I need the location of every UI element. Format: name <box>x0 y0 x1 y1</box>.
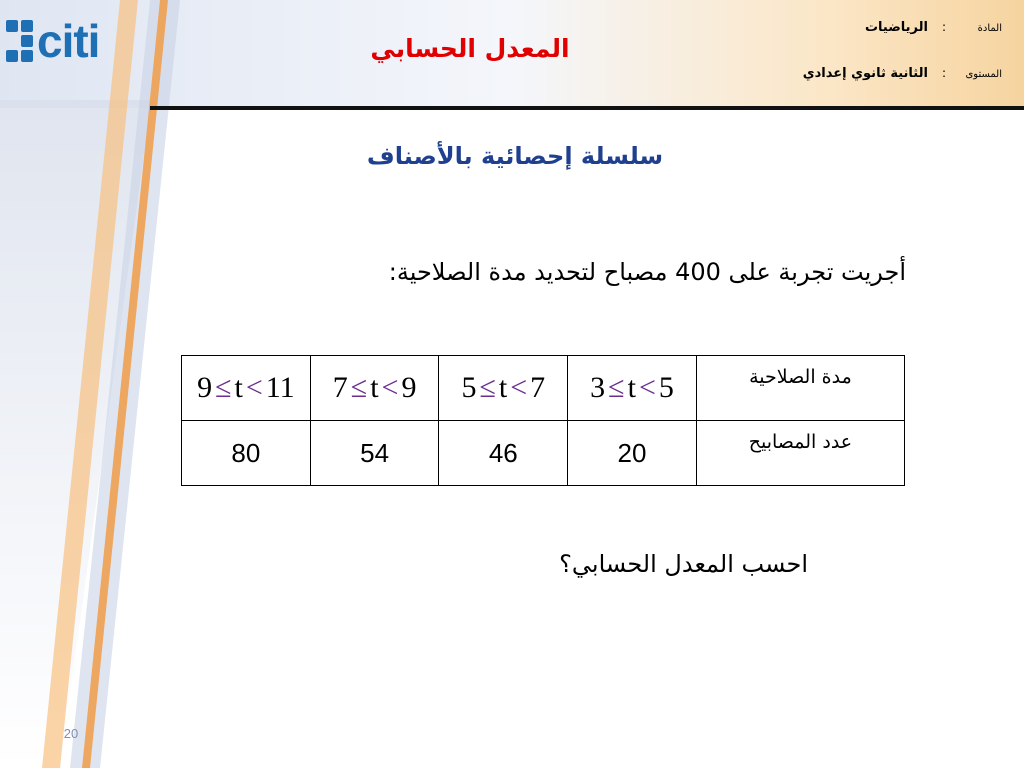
interval-op-lt: < <box>510 371 528 404</box>
subject-separator: : <box>941 20 946 34</box>
interval-var: t <box>498 371 508 404</box>
interval-var: t <box>627 371 636 404</box>
interval-lower: 9 <box>197 371 213 404</box>
level-label: المستوى <box>965 69 1002 80</box>
interval-op-lt: < <box>245 371 263 404</box>
interval-op-le: ≤ <box>479 371 496 404</box>
interval-lower: 3 <box>590 371 606 404</box>
interval-op-le: ≤ <box>608 371 625 404</box>
count-cell: 80 <box>182 421 311 486</box>
subject-label: المادة <box>977 23 1002 34</box>
interval-op-lt: < <box>381 371 399 404</box>
frequency-table <box>181 355 905 486</box>
count-cell: 46 <box>439 421 568 486</box>
interval-op-le: ≤ <box>350 371 368 404</box>
level-value: الثانية ثانوي إعدادي <box>802 66 928 81</box>
interval-var: t <box>234 371 243 404</box>
table-row-intervals <box>182 356 905 421</box>
interval-cell <box>310 356 439 421</box>
table-row-counts <box>182 421 905 486</box>
interval-upper: 5 <box>658 371 674 404</box>
page-number: 20 <box>63 726 79 741</box>
interval-op-lt: < <box>638 371 656 404</box>
header-divider <box>150 106 1024 110</box>
count-cell: 54 <box>310 421 439 486</box>
question-text: احسب المعدل الحسابي؟ <box>559 550 808 578</box>
section-subtitle: سلسلة إحصائية بالأصناف <box>366 142 664 170</box>
subject-line <box>865 20 1002 35</box>
logo-text: citi <box>37 15 100 67</box>
interval-cell <box>439 356 568 421</box>
interval-lower: 7 <box>332 371 348 404</box>
interval-cell <box>182 356 311 421</box>
problem-statement: أجريت تجربة على 400 مصباح لتحديد مدة الصلاحية: <box>388 258 906 286</box>
interval-cell <box>568 356 697 421</box>
interval-var: t <box>370 371 379 404</box>
count-cell: 20 <box>568 421 697 486</box>
citi-logo <box>6 16 99 66</box>
interval-upper: 9 <box>401 371 417 404</box>
interval-op-le: ≤ <box>215 371 232 404</box>
level-line <box>803 66 1002 81</box>
interval-upper: 7 <box>530 371 546 404</box>
logo-squares-icon <box>6 20 33 62</box>
page-title: المعدل الحسابي <box>370 34 570 63</box>
row-header-duration: مدة الصلاحية <box>696 356 904 421</box>
level-separator: : <box>941 66 946 80</box>
interval-lower: 5 <box>461 371 477 404</box>
interval-upper: 11 <box>265 371 295 404</box>
row-header-count: عدد المصابيح <box>696 421 904 486</box>
subject-value: الرياضيات <box>864 20 928 35</box>
